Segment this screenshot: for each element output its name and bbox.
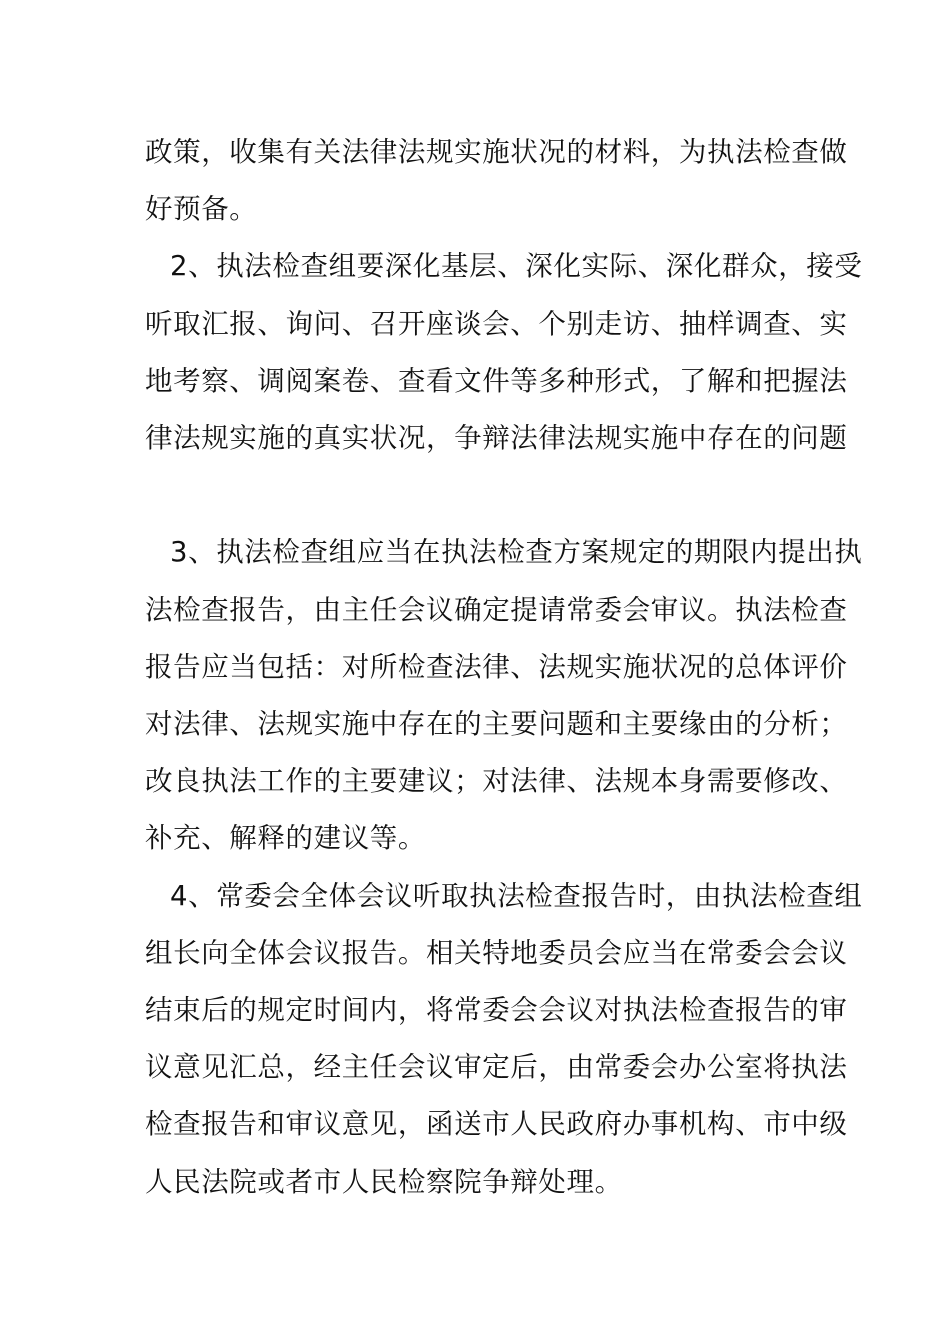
text-line: 报告应当包括：对所检查法律、法规实施状况的总体评价 bbox=[145, 651, 848, 683]
text-line: 律法规实施的真实状况，争辩法律法规实施中存在的问题 bbox=[145, 422, 848, 454]
text-line: 地考察、调阅案卷、查看文件等多种形式，了解和把握法 bbox=[145, 365, 848, 397]
text-line: 结束后的规定时间内，将常委会会议对执法检查报告的审 bbox=[145, 994, 848, 1026]
paragraph-3-start: 3、执法检查组应当在执法检查方案规定的期限内提出执 bbox=[170, 536, 863, 568]
text-line: 人民法院或者市人民检察院争辩处理。 bbox=[145, 1166, 623, 1198]
paragraph-2-start: 2、执法检查组要深化基层、深化实际、深化群众，接受 bbox=[170, 250, 863, 282]
text-line: 议意见汇总，经主任会议审定后，由常委会办公室将执法 bbox=[145, 1051, 848, 1083]
text-line: 组长向全体会议报告。相关特地委员会应当在常委会会议 bbox=[145, 937, 848, 969]
text-line: 听取汇报、询问、召开座谈会、个别走访、抽样调查、实 bbox=[145, 308, 848, 340]
text-line: 补充、解释的建议等。 bbox=[145, 822, 426, 854]
paragraph-4-start: 4、常委会全体会议听取执法检查报告时，由执法检查组 bbox=[170, 880, 863, 912]
text-line: 好预备。 bbox=[145, 193, 258, 225]
text-line: 法检查报告，由主任会议确定提请常委会审议。执法检查 bbox=[145, 594, 848, 626]
text-line: 检查报告和审议意见，函送市人民政府办事机构、市中级 bbox=[145, 1108, 848, 1140]
text-line: 改良执法工作的主要建议；对法律、法规本身需要修改、 bbox=[145, 765, 848, 797]
text-line: 对法律、法规实施中存在的主要问题和主要缘由的分析； bbox=[145, 708, 848, 740]
text-line: 政策，收集有关法律法规实施状况的材料，为执法检查做 bbox=[145, 136, 848, 168]
